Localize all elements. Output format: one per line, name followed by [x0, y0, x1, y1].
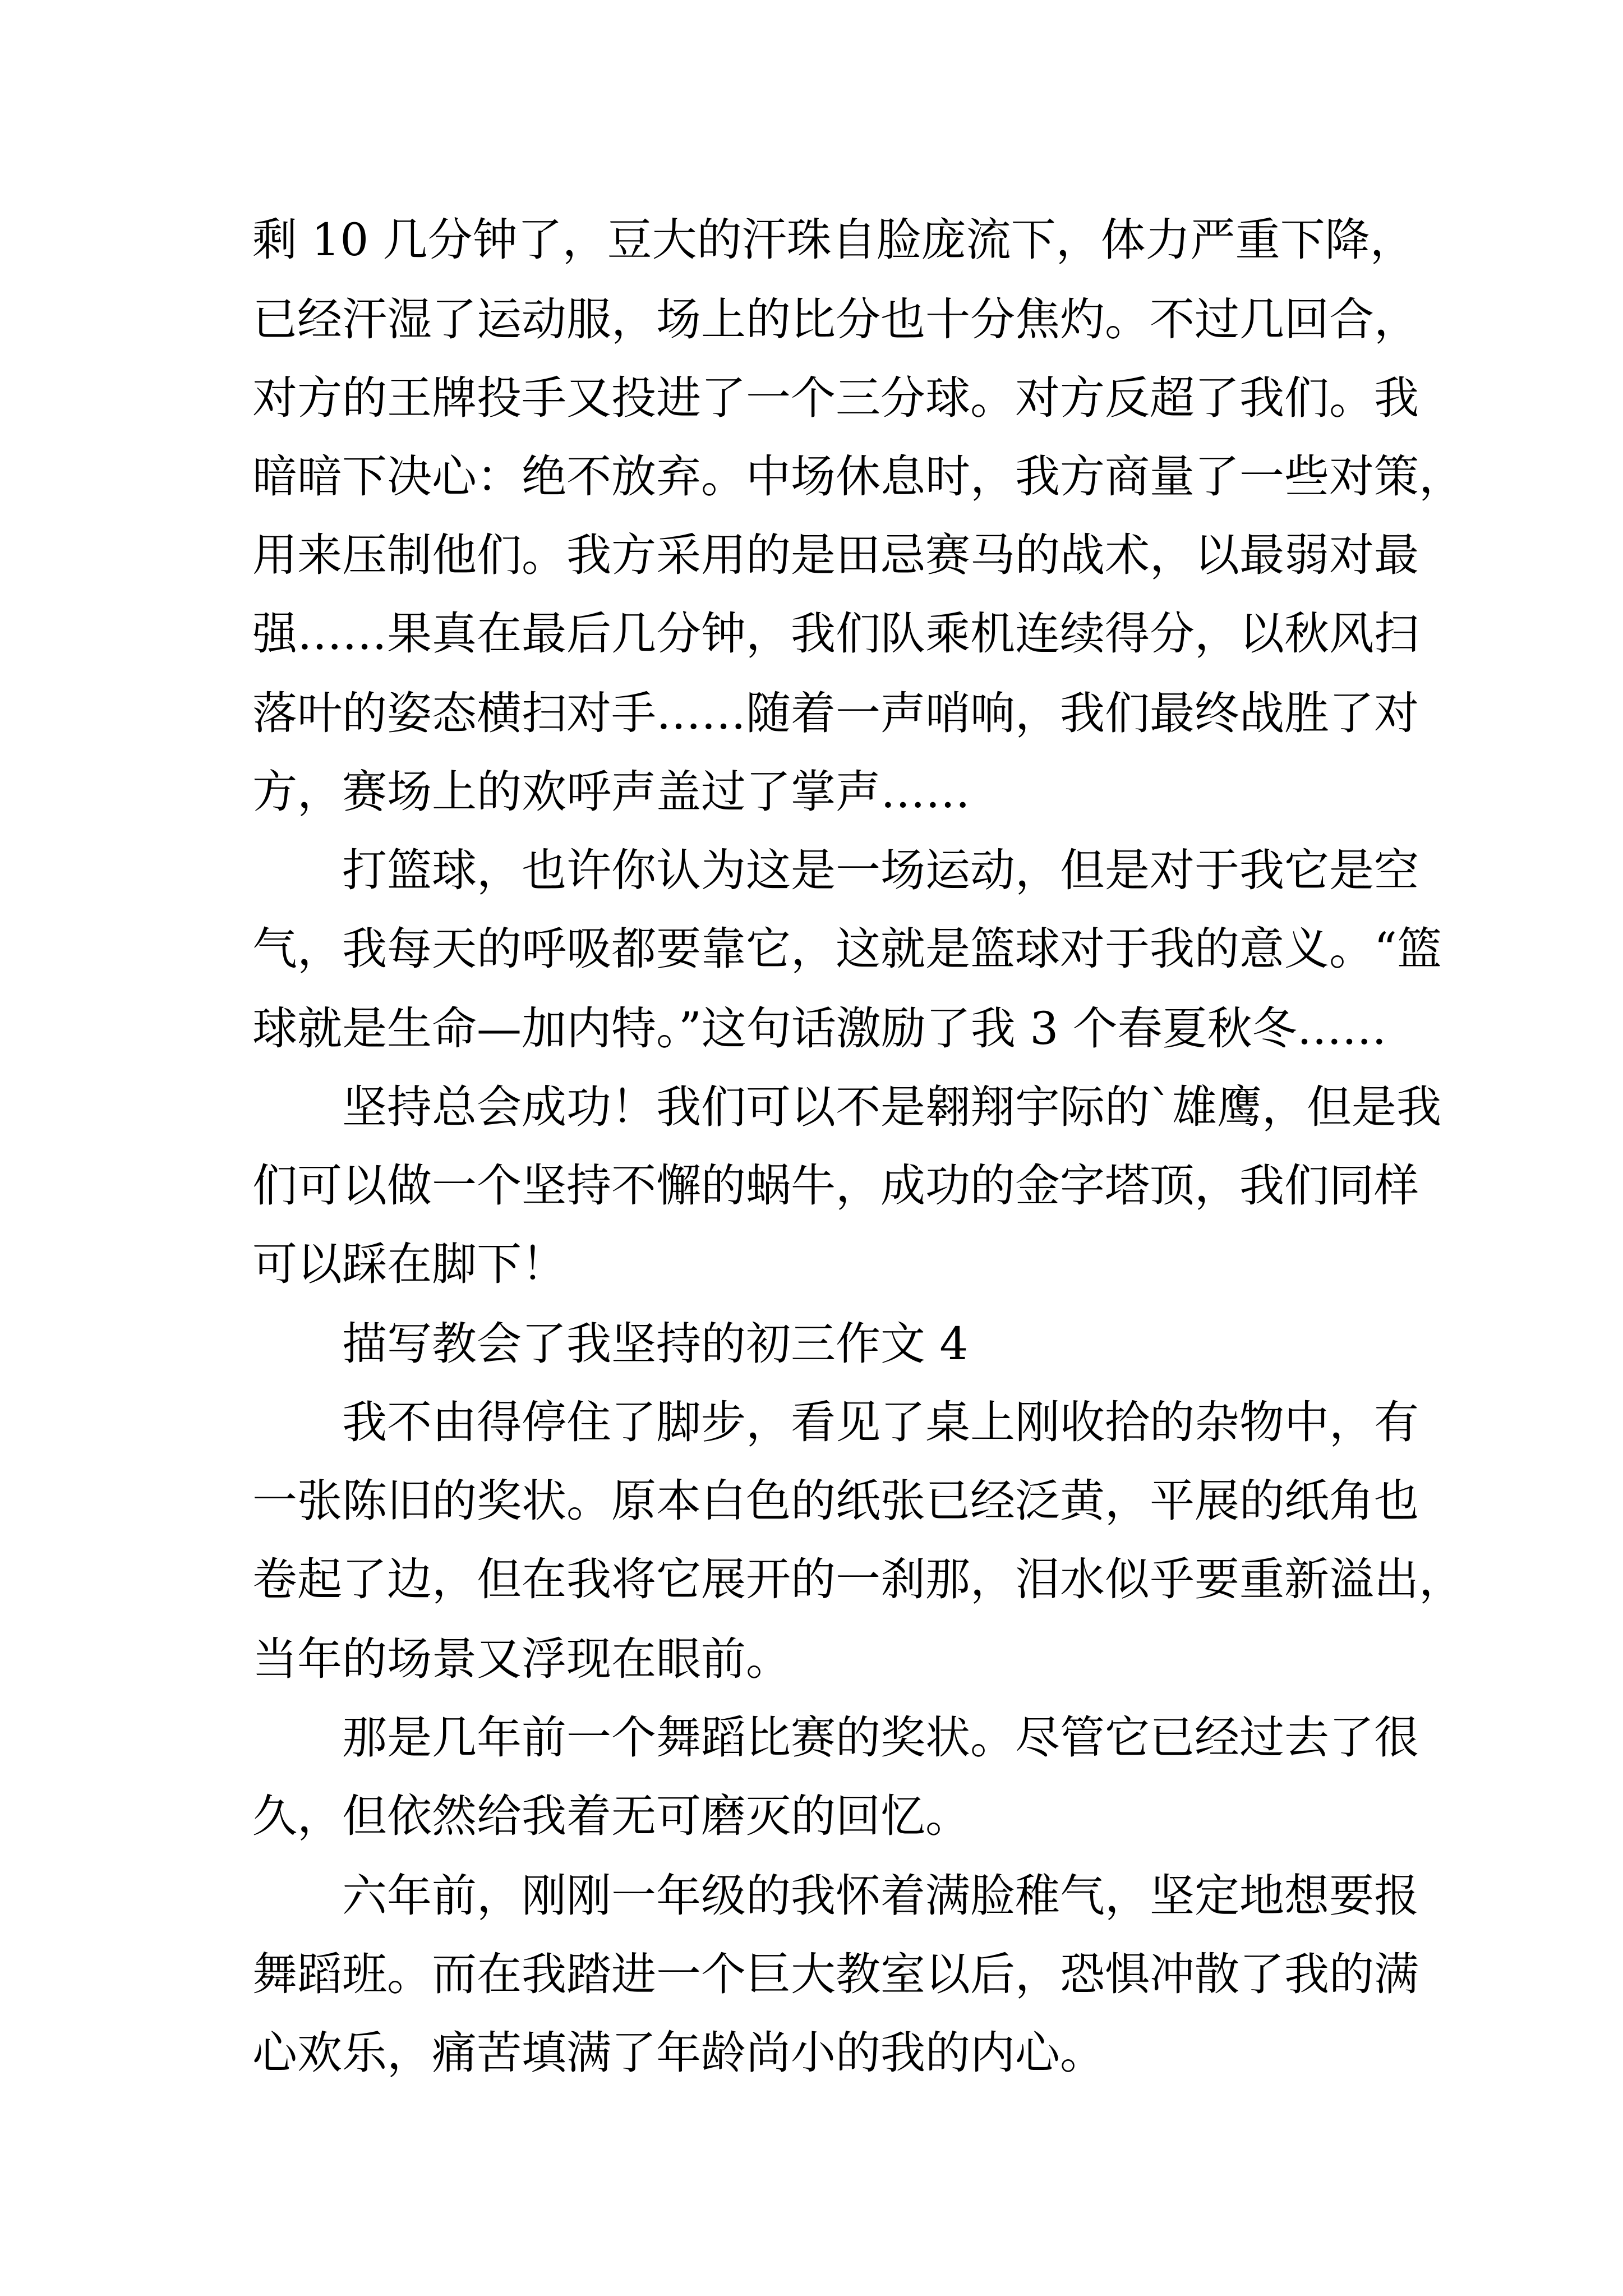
paragraph-first-line: 我不由得停住了脚步，看见了桌上刚收拾的杂物中，有 [342, 1396, 1419, 1448]
text-line: 可以踩在脚下！ [252, 1238, 566, 1290]
paragraph-first-line: 六年前，刚刚一年级的我怀着满脸稚气，坚定地想要报 [342, 1870, 1419, 1922]
text-line: 已经汗湿了运动服，场上的比分也十分焦灼。不过几回合， [252, 293, 1419, 346]
text-line: 用来压制他们。我方采用的是田忌赛马的战术，以最弱对最 [252, 529, 1419, 581]
text-line: 强……果真在最后几分钟，我们队乘机连续得分，以秋风扫 [252, 608, 1419, 660]
text-line: 当年的场景又浮现在眼前。 [252, 1633, 791, 1685]
text-line: 一张陈旧的奖状。原本白色的纸张已经泛黄，平展的纸角也 [252, 1475, 1419, 1527]
text-line: 气，我每天的呼吸都要靠它，这就是篮球对于我的意义。“篮 [252, 923, 1442, 975]
text-line: 心欢乐，痛苦填满了年龄尚小的我的内心。 [252, 2027, 1105, 2079]
text-line: 对方的王牌投手又投进了一个三分球。对方反超了我们。我 [252, 372, 1419, 424]
paragraph-first-line: 那是几年前一个舞蹈比赛的奖状。尽管它已经过去了很 [342, 1711, 1419, 1764]
text-line: 剩 10 几分钟了，豆大的汗珠自脸庞流下，体力严重下降， [252, 214, 1415, 266]
text-line: 落叶的姿态横扫对手……随着一声哨响，我们最终战胜了对 [252, 687, 1419, 739]
section-heading: 描写教会了我坚持的初三作文 4 [342, 1318, 969, 1370]
text-line: 卷起了边，但在我将它展开的一刹那，泪水似乎要重新溢出， [252, 1553, 1464, 1605]
text-line: 久，但依然给我着无可磨灭的回忆。 [252, 1790, 970, 1842]
paragraph-first-line: 坚持总会成功！我们可以不是翱翔宇际的`雄鹰，但是我 [342, 1081, 1441, 1133]
text-line: 方，赛场上的欢呼声盖过了掌声…… [252, 766, 970, 818]
text-line: 舞蹈班。而在我踏进一个巨大教室以后，恐惧冲散了我的满 [252, 1948, 1419, 2000]
text-line: 暗暗下决心：绝不放弃。中场休息时，我方商量了一些对策， [252, 450, 1464, 503]
text-line: 们可以做一个坚持不懈的蜗牛，成功的金字塔顶，我们同样 [252, 1159, 1419, 1212]
text-line: 球就是生命—加内特。”这句话激励了我 3 个春夏秋冬…… [252, 1002, 1387, 1055]
paragraph-first-line: 打篮球，也许你认为这是一场运动，但是对于我它是空 [342, 844, 1419, 896]
